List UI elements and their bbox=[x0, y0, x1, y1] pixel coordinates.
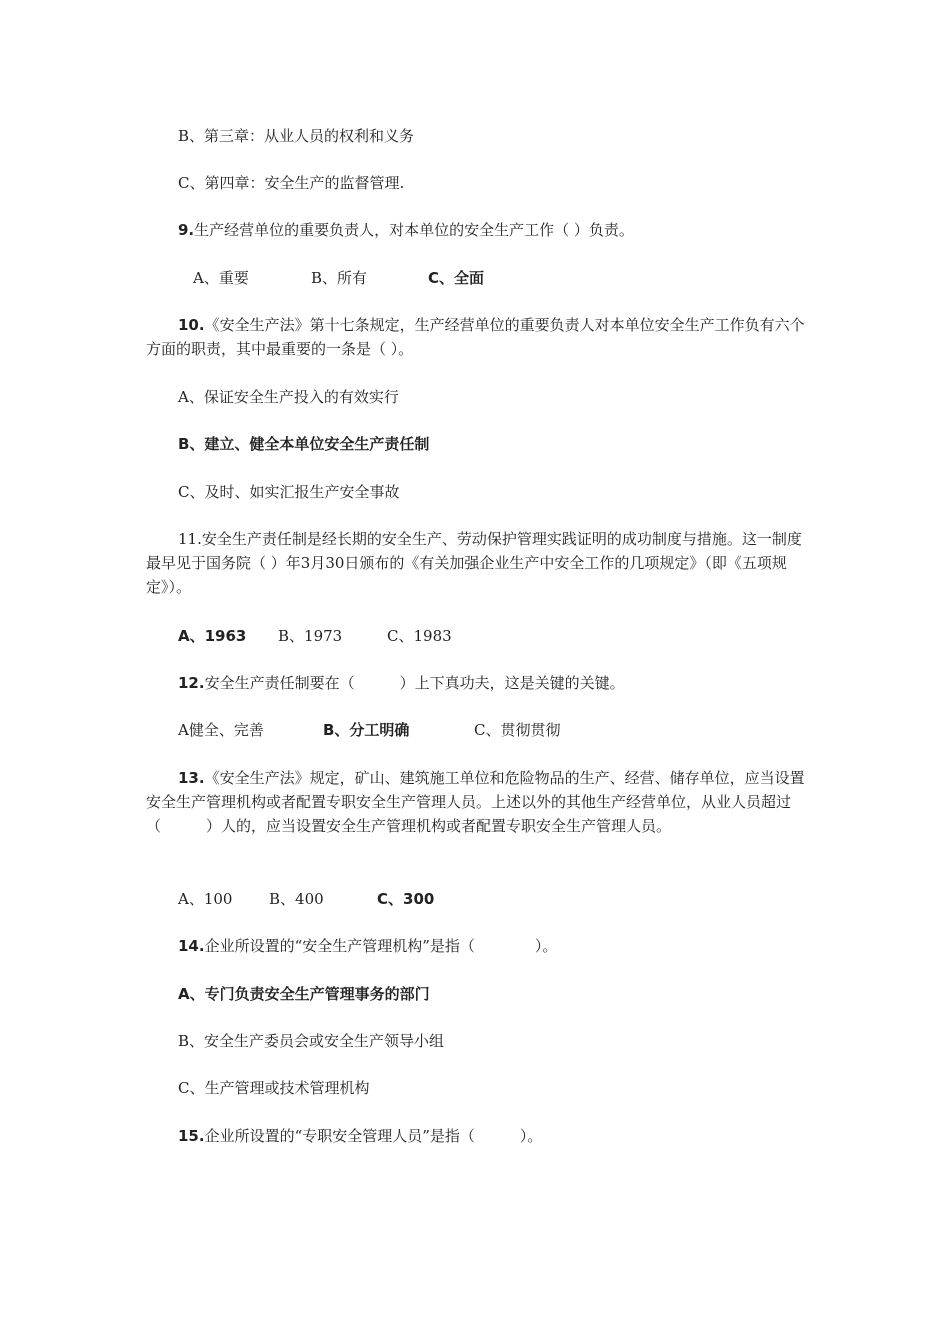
q11-option-c: C、1983 bbox=[387, 627, 452, 645]
q8-option-c bbox=[178, 171, 404, 195]
q11-option-a-answer: A、1963 bbox=[178, 627, 247, 645]
q11-option-b: B、1973 bbox=[278, 627, 343, 645]
question-11 bbox=[146, 527, 812, 599]
q9-option-b: B、所有 bbox=[311, 269, 368, 287]
q10-option-a: A、保证安全生产投入的有效实行 bbox=[178, 388, 399, 406]
q12-option-c: C、贯彻贯彻 bbox=[474, 721, 561, 739]
question-text: 11.安全生产责任制是经长期的安全生产、劳动保护管理实践证明的成功制度与措施。这一制度最早见于国务院（ ）年3月30日颁布的《有关加强企业生产中安全工作的几项规定》（即《五项规定》）。 bbox=[146, 530, 802, 596]
q8-option-b bbox=[178, 124, 414, 148]
option-text: B、第三章：从业人员的权利和义务 bbox=[178, 127, 415, 145]
question-text: 企业所设置的“专职安全管理人员”是指（ ）。 bbox=[204, 1127, 543, 1145]
q14-option-c: C、生产管理或技术管理机构 bbox=[178, 1079, 370, 1097]
q14-option-a-answer: A、专门负责安全生产管理事务的部门 bbox=[178, 985, 430, 1003]
question-number: 13. bbox=[178, 769, 205, 787]
q9-option-c-answer: C、全面 bbox=[428, 269, 485, 287]
question-9 bbox=[178, 218, 634, 242]
q13-option-c-answer: C、300 bbox=[377, 890, 435, 908]
q12-option-b-answer: B、分工明确 bbox=[323, 721, 410, 739]
question-14 bbox=[178, 934, 557, 958]
question-text: 生产经营单位的重要负责人，对本单位的安全生产工作（ ）负责。 bbox=[194, 221, 634, 239]
q9-option-a: A、重要 bbox=[193, 269, 249, 287]
question-10 bbox=[146, 313, 812, 361]
q12-option-a: A健全、完善 bbox=[178, 721, 264, 739]
question-text: 企业所设置的“安全生产管理机构”是指（ ）。 bbox=[204, 937, 558, 955]
question-number: 12. bbox=[178, 674, 205, 692]
question-number: 10. bbox=[178, 316, 205, 334]
question-13 bbox=[146, 766, 812, 838]
question-15 bbox=[178, 1124, 542, 1148]
question-text: 《安全生产法》第十七条规定，生产经营单位的重要负责人对本单位安全生产工作负有六个方面的职责，其中最重要的一条是（ ）。 bbox=[146, 316, 805, 358]
q10-option-b-answer: B、建立、健全本单位安全生产责任制 bbox=[178, 435, 430, 453]
q13-option-b: B、400 bbox=[269, 890, 324, 908]
question-12 bbox=[178, 671, 625, 695]
question-text: 《安全生产法》规定，矿山、建筑施工单位和危险物品的生产、经营、储存单位，应当设置安全生产管理机构或者配置专职安全生产管理人员。上述以外的其他生产经营单位，从业人员超过（ ）人的，应当设置安全生产管理机构或者配置专职安全生产管理人员。 bbox=[146, 769, 805, 835]
question-number: 9. bbox=[178, 221, 195, 239]
q14-option-b: B、安全生产委员会或安全生产领导小组 bbox=[178, 1032, 445, 1050]
question-text: 安全生产责任制要在（ ）上下真功夫，这是关键的关键。 bbox=[204, 674, 625, 692]
question-number: 15. bbox=[178, 1127, 205, 1145]
q13-option-a: A、100 bbox=[178, 890, 233, 908]
option-text: C、第四章：安全生产的监督管理. bbox=[178, 174, 405, 192]
q10-option-c: C、及时、如实汇报生产安全事故 bbox=[178, 483, 400, 501]
question-number: 14. bbox=[178, 937, 205, 955]
